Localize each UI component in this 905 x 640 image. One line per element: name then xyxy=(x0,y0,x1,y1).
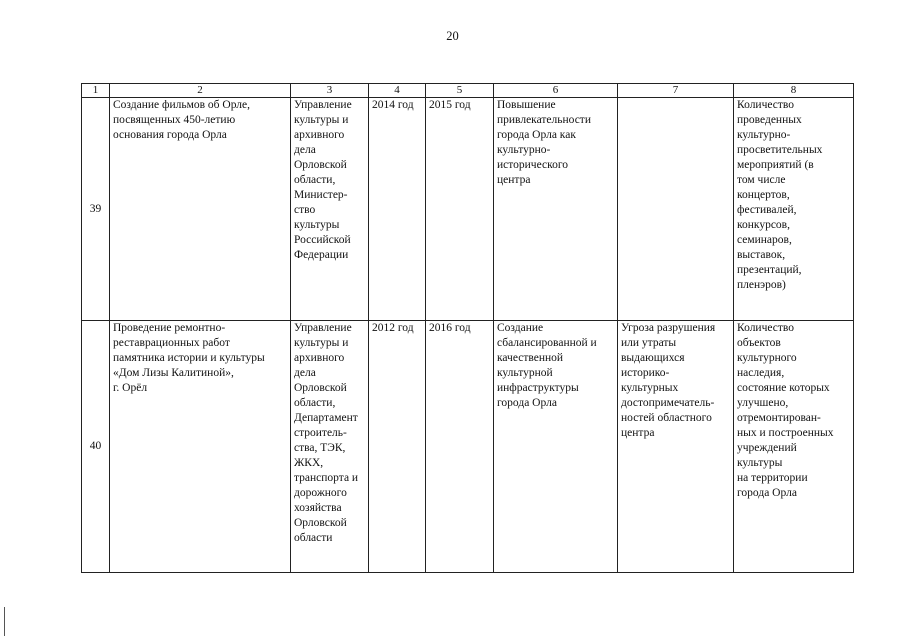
column-header: 7 xyxy=(618,84,734,98)
row-number: 40 xyxy=(82,321,110,573)
column-header: 4 xyxy=(369,84,426,98)
column-header: 6 xyxy=(494,84,618,98)
expected-result: Повышение привлекательности города Орла как культурно- исторического центра xyxy=(494,98,618,321)
column-header: 5 xyxy=(426,84,494,98)
scan-edge-mark xyxy=(4,607,5,636)
header-row xyxy=(82,84,854,98)
measure-name: Проведение ремонтно- реставрационных работ памятника истории и культуры «Дом Лизы Калитиной», г. Орёл xyxy=(110,321,291,573)
risk: Угроза разрушения или утраты выдающихся историко- культурных достопримечатель- ностей областного центра xyxy=(618,321,734,573)
column-header: 3 xyxy=(291,84,369,98)
table-row xyxy=(82,321,854,573)
indicator: Количество объектов культурного наследия, состояние которых улучшено, отремонтирован- ных и построенных учреждений культуры на территории города Орла xyxy=(734,321,854,573)
column-header: 8 xyxy=(734,84,854,98)
page-number: 20 xyxy=(446,29,459,43)
column-header: 1 xyxy=(82,84,110,98)
indicator: Количество проведенных культурно- просветительных мероприятий (в том числе концертов, фестивалей, конкурсов, семинаров, выставок, презентаций, пленэров) xyxy=(734,98,854,321)
table-row xyxy=(82,98,854,321)
start-year: 2012 год xyxy=(369,321,426,573)
executor: Управление культуры и архивного дела Орловской области, Министер- ство культуры Российской Федерации xyxy=(291,98,369,321)
measures-table xyxy=(81,83,854,573)
executor: Управление культуры и архивного дела Орловской области, Департамент строитель- ства, ТЭК, ЖКХ, транспорта и дорожного хозяйства Орловской области xyxy=(291,321,369,573)
row-number: 39 xyxy=(82,98,110,321)
measure-name: Создание фильмов об Орле, посвященных 450-летию основания города Орла xyxy=(110,98,291,321)
end-year: 2016 год xyxy=(426,321,494,573)
expected-result: Создание сбалансированной и качественной культурной инфраструктуры города Орла xyxy=(494,321,618,573)
start-year: 2014 год xyxy=(369,98,426,321)
end-year: 2015 год xyxy=(426,98,494,321)
column-header: 2 xyxy=(110,84,291,98)
risk xyxy=(618,98,734,321)
